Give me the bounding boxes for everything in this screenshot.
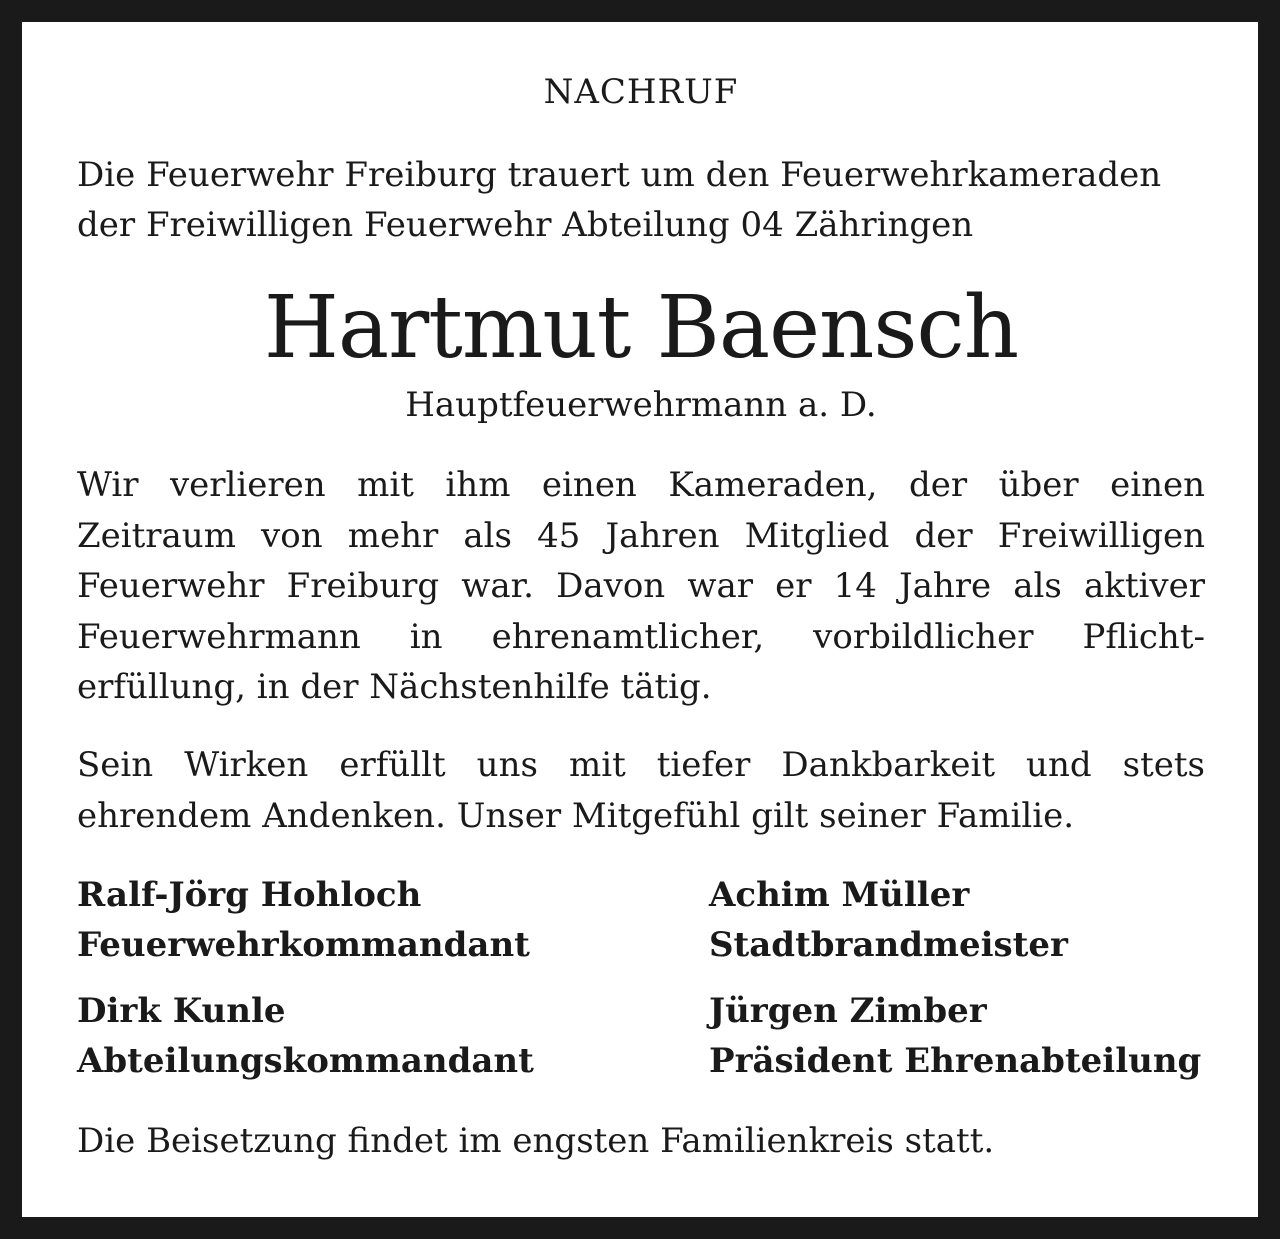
signatory: [77, 870, 530, 970]
signatory-title: Präsident Ehrenabteilung: [709, 1041, 1202, 1081]
signatory-title: Feuerwehrkommandant: [77, 925, 530, 965]
deceased-rank: Hauptfeuerwehrmann a. D.: [405, 385, 877, 425]
condolence-paragraph: Sein Wirken erfüllt uns mit tiefer Dankbarkeit und stets ehrendem Andenken. Unser Mitgefühl gilt seiner Familie.: [77, 745, 1205, 836]
signatory-title: Abteilungskommandant: [77, 1041, 534, 1081]
signatory: [709, 986, 1201, 1086]
obituary-notice: [22, 22, 1258, 1217]
notice-heading: NACHRUF: [543, 72, 739, 112]
signatory: [709, 870, 1068, 970]
deceased-name: Hartmut Baensch: [263, 278, 1019, 378]
signatory-name: Achim Müller: [709, 875, 970, 915]
signatory-title: Stadtbrandmeister: [709, 925, 1068, 965]
intro-line-1: Die Feuerwehr Freiburg trauert um den Feuerwehrkameraden: [77, 155, 1162, 195]
funeral-note: Die Beisetzung findet im engsten Familienkreis statt.: [77, 1121, 995, 1161]
tribute-paragraph: Wir verlieren mit ihm einen Kameraden, der über einen Zeitraum von mehr als 45 Jahren Mitglied der Freiwilligen Feuerwehr Freiburg war. Davon war er 14 Jahre als aktiver Feuerwehrmann in ehrenamtlicher, vorbildlicher Pflichterfüllung, in der Nächstenhilfe tätig.: [77, 465, 1205, 707]
signatory-name: Dirk Kunle: [77, 991, 286, 1031]
intro-line-2: der Freiwilligen Feuerwehr Abteilung 04 Zähringen: [77, 205, 974, 245]
signatory-name: Ralf-Jörg Hohloch: [77, 875, 422, 915]
signatory: [77, 986, 534, 1086]
signatory-name: Jürgen Zimber: [709, 991, 987, 1031]
intro-text: [77, 150, 1205, 250]
